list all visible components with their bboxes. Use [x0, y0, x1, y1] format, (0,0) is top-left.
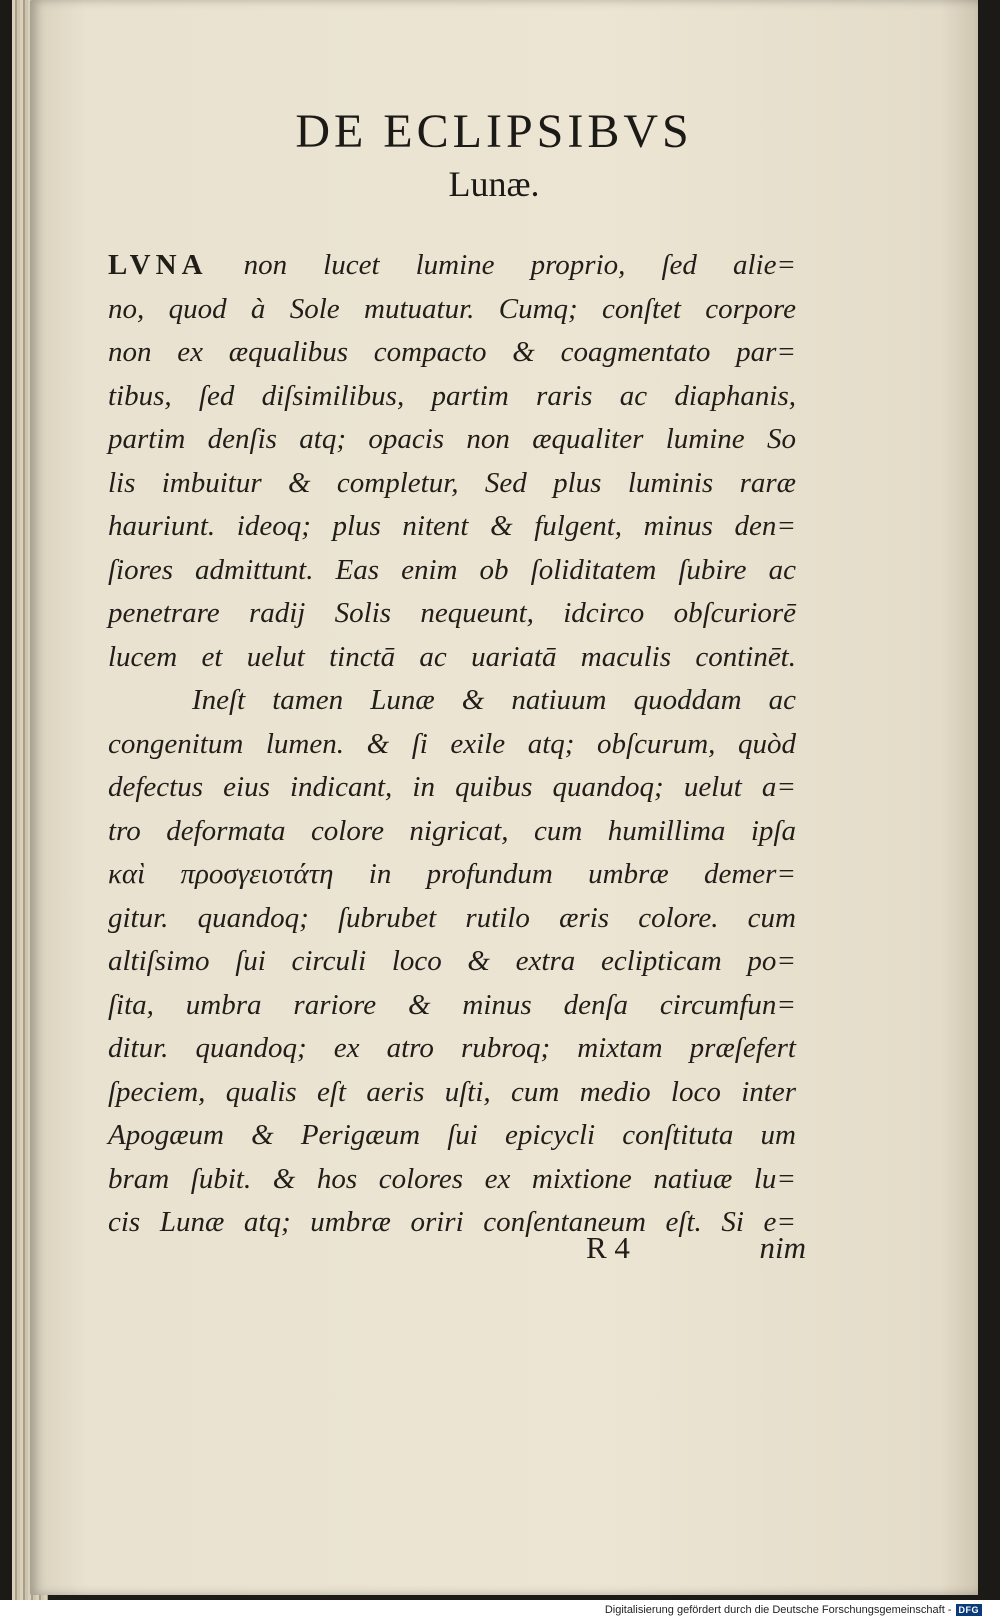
line-text: tibus, ſed diſsimilibus, partim raris ac diaphanis,	[108, 379, 796, 412]
text-line	[108, 418, 796, 462]
text-line	[108, 505, 796, 549]
line-text: lis imbuitur & completur, Sed plus luminis raræ	[108, 466, 796, 499]
text-line	[108, 1114, 796, 1158]
line-text: penetrare radij Solis nequeunt, idcirco obſcuriorē	[108, 597, 796, 629]
text-line	[108, 592, 796, 636]
text-line	[108, 1071, 796, 1115]
line-text: bram ſubit. & hos colores ex mixtione natiuæ lu=	[108, 1162, 796, 1195]
text-line	[108, 940, 796, 984]
page-subtitle: Lunæ.	[448, 164, 540, 204]
text-line	[108, 1158, 796, 1202]
line-text: hauriunt. ideoq; plus nitent & fulgent, minus den=	[108, 510, 796, 542]
body-text	[108, 244, 796, 1245]
heading-block	[160, 105, 828, 204]
book-page	[30, 0, 978, 1595]
text-line	[108, 853, 796, 897]
line-text: defectus eius indicant, in quibus quandoq; uelut a=	[108, 771, 796, 803]
line-text: ſita, umbra rariore & minus denſa circumfun=	[108, 988, 796, 1021]
initial-word: LVNA	[108, 249, 208, 281]
digitization-footer	[605, 1602, 982, 1618]
line-text: ditur. quandoq; ex atro rubroq; mixtam præſefert	[108, 1032, 796, 1064]
text-line	[108, 375, 796, 419]
text-line	[108, 984, 796, 1028]
line-text: partim denſis atq; opacis non æqualiter lumine So	[108, 423, 796, 455]
line-text: gitur. quandoq; ſubrubet rutilo æris colore. cum	[108, 901, 796, 934]
line-text: Ineſt tamen Lunæ & natiuum quoddam ac	[192, 684, 796, 716]
signature-line	[586, 1230, 806, 1270]
text-line	[108, 331, 796, 375]
text-line	[108, 1027, 796, 1071]
text-line	[108, 897, 796, 941]
text-line	[108, 462, 796, 506]
text-line	[108, 288, 796, 332]
dfg-logo: DFG	[956, 1604, 983, 1616]
line-text: ſpeciem, qualis eſt aeris uſti, cum medio loco inter	[108, 1075, 796, 1108]
page-title: DE ECLIPSIBVS	[295, 105, 693, 158]
text-line	[108, 679, 796, 723]
line-text: altiſsimo ſui circuli loco & extra eclipticam po=	[108, 945, 796, 977]
text-line	[108, 549, 796, 593]
text-line	[108, 244, 796, 288]
line-text: no, quod à Sole mutuatur. Cumq; conſtet corpore	[108, 292, 796, 325]
line-text: cis Lunæ atq; umbræ oriri conſentaneum eſt. Si e=	[108, 1206, 796, 1238]
line-text: congenitum lumen. & ſi exile atq; obſcurum, quòd	[108, 727, 796, 760]
text-line	[108, 723, 796, 767]
line-text: tro deformata colore nigricat, cum humillima ipſa	[108, 814, 796, 847]
text-line	[108, 636, 796, 680]
line-text: lucem et uelut tinctā ac uariatā maculis continēt.	[108, 640, 796, 673]
signature-mark: R 4	[586, 1230, 630, 1265]
text-line	[108, 810, 796, 854]
line-text: Apogæum & Perigæum ſui epicycli conſtituta um	[108, 1119, 796, 1151]
footer-credit: Digitalisierung gefördert durch die Deutsche Forschungsgemeinschaft -	[604, 1604, 952, 1616]
line-text: καὶ προσγειοτάτη in profundum umbræ demer=	[108, 858, 796, 890]
line-text: non lucet lumine proprio, ſed alie=	[243, 249, 797, 281]
text-line	[108, 766, 796, 810]
catchword: nim	[759, 1230, 806, 1265]
line-text: ſiores admittunt. Eas enim ob ſoliditatem ſubire ac	[108, 553, 796, 586]
line-text: non ex æqualibus compacto & coagmentato par=	[108, 336, 796, 368]
